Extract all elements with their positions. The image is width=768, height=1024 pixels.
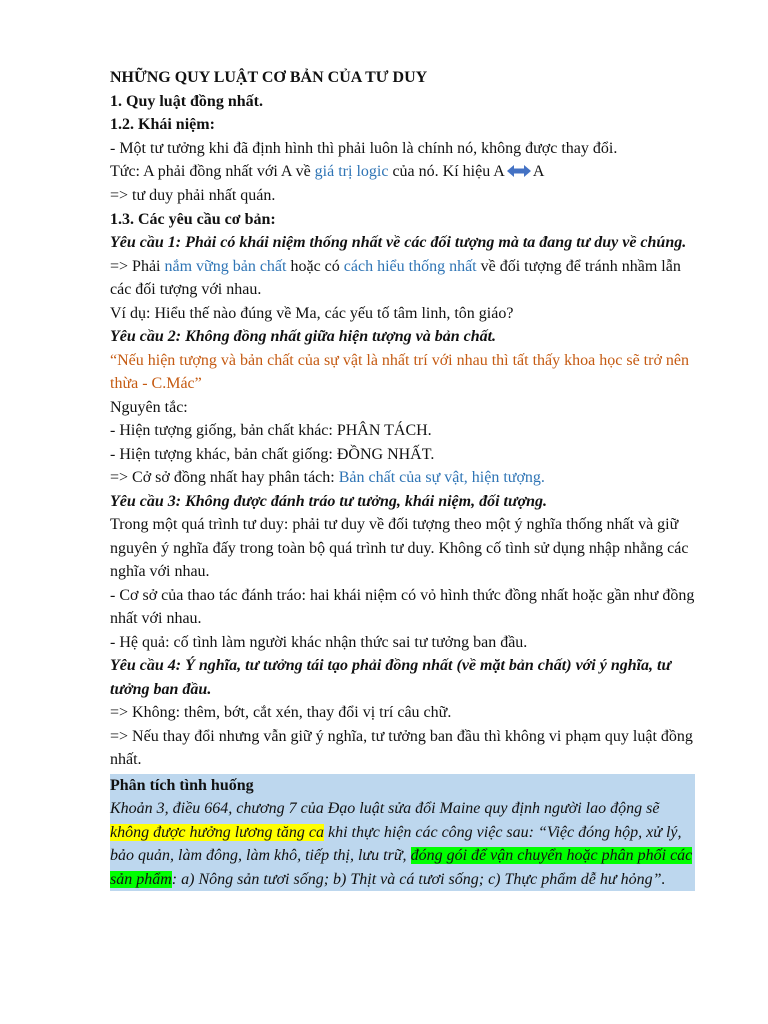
requirement-4: Yêu cầu 4: Ý nghĩa, tư tưởng tái tạo phải đồng nhất (về mặt bản chất) với ý nghĩa, tư tưởng ban đầu. [110, 657, 672, 698]
text-segment: Khoản 3, điều 664, chương 7 của Đạo luật sửa đổi Maine quy định người lao động sẽ [110, 800, 660, 818]
yellow-highlight-segment: không được hưởng lương tăng ca [110, 823, 324, 841]
paragraph-no-changes: => Không: thêm, bớt, cắt xén, thay đổi vị trí câu chữ. [110, 704, 452, 722]
paragraph-consequence: - Hệ quả: cố tình làm người khác nhận thức sai tư tưởng ban đầu. [110, 633, 528, 651]
blue-text-segment: nắm vững bản chất [164, 257, 287, 275]
double-headed-arrow-icon [507, 161, 531, 185]
blue-text-segment: Bản chất của sự vật, hiện tượng. [338, 469, 545, 487]
text-segment: => Cở sở đồng nhất hay phân tách: [110, 469, 339, 487]
text-segment: A [532, 163, 545, 180]
blue-text-segment: giá trị logic [314, 163, 389, 180]
paragraph-requirement-1 [110, 255, 695, 302]
paragraph-consistency: => tư duy phải nhất quán. [110, 187, 276, 205]
document-title: NHỮNG QUY LUẬT CƠ BẢN CỦA TƯ DUY [110, 69, 428, 86]
case-analysis-box [110, 774, 695, 892]
text-segment: => Phải [110, 257, 165, 275]
paragraph-thinking-process: Trong một quá trình tư duy: phải tư duy về đối tượng theo một ý nghĩa thống nhất và giữ nguyên ý nghĩa đấy trong toàn bộ quá trình tư duy. Không cố tình sử dụng nhập nhằng các nghĩa với nhau. [110, 516, 689, 581]
paragraph-logic-value [110, 160, 695, 184]
paragraph-swap-basis: - Cơ sở của thao tác đánh tráo: hai khái niệm có vỏ hình thức đồng nhất hoặc gần như đồng nhất với nhau. [110, 586, 695, 628]
paragraph-basis [110, 466, 695, 490]
text-segment: của nó. Kí hiệu A [388, 163, 505, 180]
text-segment: hoặc có [286, 257, 344, 275]
blue-text-segment: cách hiểu thống nhất [343, 257, 477, 275]
requirement-1: Yêu cầu 1: Phải có khái niệm thống nhất về các đối tượng mà ta đang tư duy về chúng. [110, 234, 687, 252]
paragraph-keep-meaning: => Nếu thay đổi nhưng vẫn giữ ý nghĩa, tư tưởng ban đầu thì không vi phạm quy luật đồng nhất. [110, 727, 693, 769]
requirement-3: Yêu cầu 3: Không được đánh tráo tư tưởng, khái niệm, đối tượng. [110, 492, 548, 510]
text-segment: khi thực hiện các công việc sau: “Việc đóng hộp, xử lý, bảo quản, làm đông, làm khô, tiếp thị, lưu trữ, [110, 823, 682, 865]
paragraph-principle-separate: - Hiện tượng giống, bản chất khác: PHÂN TÁCH. [110, 422, 432, 440]
requirement-2: Yêu cầu 2: Không đồng nhất giữa hiện tượng và bản chất. [110, 328, 497, 346]
section-heading-1: 1. Quy luật đồng nhất. [110, 92, 263, 110]
case-analysis-title: Phân tích tình huống [110, 776, 254, 794]
paragraph-principle: Nguyên tắc: [110, 398, 188, 416]
text-segment: : a) Nông sản tươi sống; b) Thịt và cá tươi sống; c) Thực phẩm dễ hư hỏng”. [171, 870, 666, 888]
paragraph-principle-identical: - Hiện tượng khác, bản chất giống: ĐỒNG NHẤT. [110, 445, 435, 463]
section-heading-1-3: 1.3. Các yêu cầu cơ bản: [110, 210, 276, 228]
paragraph-definition: - Một tư tưởng khi đã định hình thì phải luôn là chính nó, không được thay đổi. [110, 139, 618, 157]
case-analysis-text [110, 797, 695, 891]
section-heading-1-2: 1.2. Khái niệm: [110, 116, 215, 133]
paragraph-example: Ví dụ: Hiểu thế nào đúng về Ma, các yếu tố tâm linh, tôn giáo? [110, 304, 514, 322]
document-page [110, 66, 695, 891]
quote-marx: “Nếu hiện tượng và bản chất của sự vật là nhất trí với nhau thì tất thấy khoa học sẽ trở nên thừa - C.Mác” [110, 351, 689, 393]
text-segment: về đối tượng để tránh nhầm lẫn các đối tượng với nhau. [110, 257, 681, 299]
text-segment: Tức: A phải đồng nhất với A về [110, 163, 315, 180]
green-highlight-segment: đóng gói để vận chuyển hoặc phân phối các sản phẩm [110, 847, 693, 888]
